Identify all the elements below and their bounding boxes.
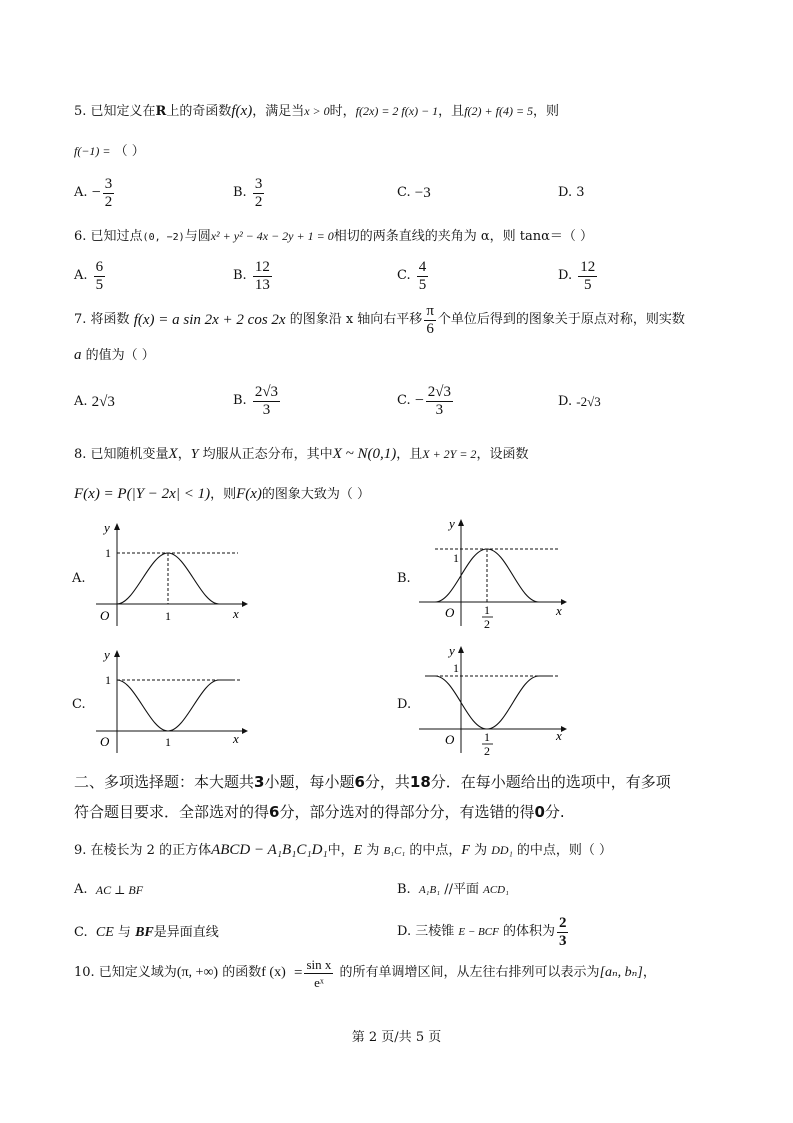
y-label: y (449, 643, 455, 658)
x-tick-one: 1 (165, 609, 171, 623)
graph-d (415, 641, 575, 759)
set-R: R (155, 104, 167, 119)
graph-c-label: C. (72, 697, 86, 712)
q9-option-c: C. CE 与 BF 是异面直线 (74, 925, 219, 940)
curve (117, 680, 232, 731)
section-2-instructions-line1: 二、多项选择题：本大题共3小题，每小题6分，共18分．在每小题给出的选项中，有多项 (74, 773, 671, 791)
q9-stem: 9. 在棱长为 2 的正方体ABCD − A₁B₁C₁D₁中，E 为 B₁C₁ 的中点，F 为 DD₁ 的中点，则（ ） (74, 842, 613, 858)
curve (421, 549, 555, 602)
one-label: 1 (105, 673, 111, 687)
graph-d-label: D. (397, 697, 412, 712)
curve (425, 676, 550, 729)
q5-option-c: C. −3 (397, 185, 431, 201)
x-label: x (233, 606, 239, 621)
x-label: x (233, 731, 239, 746)
q7-line2: a 的值为（ ） (74, 347, 155, 363)
q9-option-d: D. 三棱锥 E − BCF 的体积为 $\frac{2}{3}$ (397, 914, 567, 949)
q5-b-fraction: $\frac{3}{2}$ (254, 175, 263, 210)
q5-stem: 5. 已知定义在R上的奇函数f(x)，满足当x > 0时，f(2x) = 2 f(x) − 1，且f(2) + f(4) = 5，则 (74, 103, 560, 119)
q9-option-b: B. A₁B₁ //平面 ACD₁ (397, 882, 509, 897)
x-tick-half-num: 1 (484, 603, 490, 617)
q6-option-c: C. $\frac{4}{5}$ (397, 258, 427, 293)
y-axis-arrow (458, 519, 464, 526)
y-label: y (449, 516, 455, 531)
curve (117, 553, 230, 604)
q7-shift-fraction: $\frac{\pi}{6}$ (426, 302, 434, 337)
q5-option-d: D. 3 (558, 185, 585, 200)
x-tick-half-num: 1 (484, 730, 490, 744)
origin-label: O (445, 732, 455, 747)
x-tick-half-den: 2 (484, 617, 490, 631)
x-axis-arrow (242, 601, 248, 607)
origin-label: O (445, 605, 455, 620)
origin-label: O (100, 734, 110, 749)
graph-b (415, 514, 575, 632)
q6-option-b: B. $\frac{12}{13}$ (233, 258, 270, 293)
graph-b-label: B. (397, 571, 411, 586)
q7-option-d: D. -2√3 (558, 394, 601, 409)
y-axis-arrow (114, 650, 120, 657)
q7-option-a: A. 2√3 (74, 394, 115, 410)
one-label: 1 (453, 551, 459, 565)
graph-a-label: A. (72, 571, 86, 586)
q6-option-a: A. $\frac{6}{5}$ (74, 258, 104, 293)
x-axis-arrow (561, 599, 567, 605)
q7-option-c: C. − $\frac{2√3}{3}$ (397, 383, 452, 418)
graph-a (90, 518, 260, 628)
x-axis-arrow (561, 726, 567, 732)
q5-ask: f(−1) = （ ） (74, 144, 145, 159)
x-tick-one: 1 (165, 735, 171, 749)
q6-stem: 6. 已知过点(0, −2)与圆x² + y² − 4x − 2y + 1 = 0相切的两条直线的夹角为 α，则 tanα＝（ ） (74, 229, 594, 244)
graph-c (90, 645, 260, 755)
y-label: y (104, 520, 110, 535)
q8-stem: 8. 已知随机变量X，Y 均服从正态分布，其中X ~ N(0,1)，且X + 2Y = 2，设函数 (74, 446, 529, 462)
y-axis-arrow (114, 523, 120, 530)
q8-stem-line2: F(x) = P(|Y − 2x| < 1)，则F(x)的图象大致为（ ） (74, 486, 371, 502)
q6-option-d: D. $\frac{12}{5}$ (558, 258, 596, 293)
page-footer: 第 2 页/共 5 页 (351, 1030, 442, 1045)
x-label: x (556, 603, 562, 618)
one-label: 1 (453, 661, 459, 675)
y-axis-arrow (458, 646, 464, 653)
x-label: x (556, 728, 562, 743)
q10-fraction: $\frac{\text{sin x}}{\text{eˣ}}$ (306, 956, 332, 990)
x-axis-arrow (242, 728, 248, 734)
q7-option-b: B. $\frac{2√3}{3}$ (233, 383, 279, 418)
q5-option-b: B. $\frac{3}{2}$ (233, 175, 263, 210)
origin-label: O (100, 608, 110, 623)
x-tick-half-den: 2 (484, 744, 490, 758)
q5-option-a: A. − $\frac{3}{2}$ (74, 175, 113, 210)
y-label: y (104, 647, 110, 662)
q9-option-a: A. AC ⊥ BF (74, 882, 144, 897)
q5-a-fraction: $\frac{3}{2}$ (104, 175, 113, 210)
q7-stem: 7. 将函数 f(x) = a sin 2x + 2 cos 2x 的图象沿 x 轴向右平移 $\frac{\pi}{6}$ 个单位后得到的图象关于原点对称，则实数 (74, 302, 685, 337)
q10-stem: 10. 已知定义域为 (π, +∞) 的函数 f (x) = $\frac{\text{sin x}}{\text{eˣ}}$ 的所有单调增区间，从左往右排列可以表示为 [aₙ, bₙ] ， (74, 956, 656, 990)
one-label: 1 (105, 546, 111, 560)
section-2-instructions-line2: 符合题目要求．全部选对的得6分，部分选对的得部分分，有选错的得0分. (74, 803, 565, 821)
